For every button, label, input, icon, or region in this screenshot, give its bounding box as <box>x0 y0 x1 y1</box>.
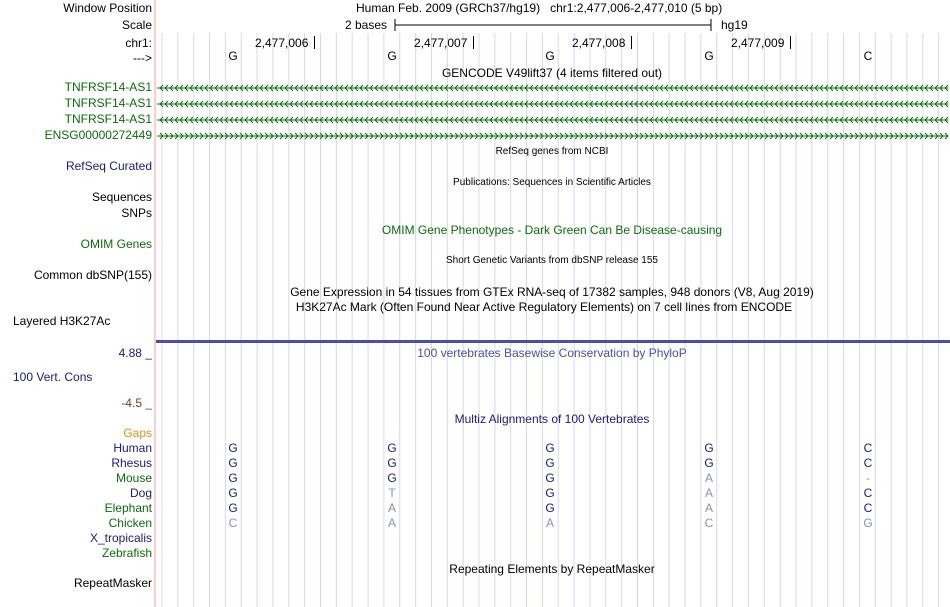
conservation-track-title[interactable]: 100 vertebrates Basewise Conservation by PhyloP <box>417 346 687 360</box>
aligned-base: G <box>863 516 873 530</box>
scale-left-text: 2 bases <box>345 18 388 32</box>
conservation-track-label[interactable]: 100 Vert. Cons <box>13 370 93 384</box>
aligned-base: A <box>704 471 714 485</box>
species-label[interactable]: Dog <box>129 486 152 500</box>
base-letter: G <box>545 49 555 63</box>
aligned-base: G <box>545 441 555 455</box>
dbsnp-track-title[interactable]: Short Genetic Variants from dbSNP release 155 <box>446 255 658 266</box>
multiz-track-title[interactable]: Multiz Alignments of 100 Vertebrates <box>454 412 650 426</box>
aligned-base: G <box>228 471 238 485</box>
aligned-base: C <box>863 456 873 470</box>
aligned-base: G <box>228 501 238 515</box>
species-label[interactable]: Zebrafish <box>101 546 152 560</box>
chrom-label: chr1: <box>125 36 152 50</box>
h3k27ac-track-title[interactable]: H3K27Ac Mark (Often Found Near Active Regulatory Elements) on 7 cell lines from ENCODE <box>295 300 793 314</box>
gencode-item-label[interactable]: ENSG00000272449 <box>44 128 152 142</box>
position-tick-label: 2,477,008 <box>572 36 626 50</box>
aligned-base: G <box>228 441 238 455</box>
position-tick-mark <box>314 36 315 49</box>
scale-label: Scale <box>121 18 152 32</box>
aligned-base: A <box>704 501 714 515</box>
repeatmasker-track-title[interactable]: Repeating Elements by RepeatMasker <box>449 562 655 576</box>
scale-right-text: hg19 <box>721 18 748 32</box>
aligned-base: G <box>545 456 555 470</box>
refseq-track-title[interactable]: RefSeq genes from NCBI <box>495 146 609 157</box>
conservation-min-label: -4.5 _ <box>121 396 152 410</box>
species-label[interactable]: Rhesus <box>111 456 152 470</box>
base-letter: C <box>863 49 873 63</box>
position-tick-label: 2,477,007 <box>414 36 468 50</box>
window-position-label: Window Position <box>63 1 152 15</box>
aligned-base: G <box>704 441 714 455</box>
position-tick-mark <box>790 36 791 49</box>
species-label[interactable]: Mouse <box>115 471 152 485</box>
aligned-base: C <box>228 516 238 530</box>
species-label[interactable]: Chicken <box>108 516 152 530</box>
omim-track-title[interactable]: OMIM Gene Phenotypes - Dark Green Can Be Disease-causing <box>381 223 723 237</box>
aligned-base: G <box>228 486 238 500</box>
aligned-base: A <box>704 486 714 500</box>
aligned-base: A <box>387 516 397 530</box>
aligned-base: A <box>387 501 397 515</box>
aligned-base: C <box>863 486 873 500</box>
repeatmasker-track-label[interactable]: RepeatMasker <box>73 576 152 590</box>
gaps-label: Gaps <box>123 426 152 440</box>
publications-track-title[interactable]: Publications: Sequences in Scientific Articles <box>453 177 651 188</box>
conservation-bar <box>156 340 950 343</box>
base-letter: G <box>704 49 714 63</box>
position-tick-mark <box>631 36 632 49</box>
omim-track-label[interactable]: OMIM Genes <box>80 237 152 251</box>
aligned-base: G <box>387 471 397 485</box>
position-tick-mark <box>473 36 474 49</box>
gencode-item-label[interactable]: TNFRSF14-AS1 <box>64 96 152 110</box>
gencode-item-label[interactable]: TNFRSF14-AS1 <box>64 112 152 126</box>
sequences-track-label[interactable]: Sequences <box>91 190 152 204</box>
base-letter: G <box>387 49 397 63</box>
species-label[interactable]: Elephant <box>104 501 152 515</box>
h3k27ac-track-label[interactable]: Layered H3K27Ac <box>13 314 111 328</box>
aligned-base: G <box>545 471 555 485</box>
aligned-base: T <box>388 486 396 500</box>
aligned-base: G <box>387 441 397 455</box>
position-tick-label: 2,477,009 <box>731 36 785 50</box>
aligned-base: G <box>545 486 555 500</box>
aligned-base: A <box>545 516 555 530</box>
aligned-base: G <box>228 456 238 470</box>
base-letter: G <box>228 49 238 63</box>
aligned-base: C <box>704 516 714 530</box>
gencode-track-title[interactable]: GENCODE V49lift37 (4 items filtered out) <box>441 66 663 80</box>
position-tick-label: 2,477,006 <box>255 36 309 50</box>
aligned-base: G <box>545 501 555 515</box>
conservation-max-label: 4.88 _ <box>118 346 152 360</box>
aligned-base: C <box>863 501 873 515</box>
window-position-value[interactable]: Human Feb. 2009 (GRCh37/hg19) chr1:2,477,006-2,477,010 (5 bp) <box>356 1 723 15</box>
aligned-base: - <box>866 471 870 485</box>
aligned-base: G <box>387 456 397 470</box>
strand-arrow-label: ---> <box>133 51 152 65</box>
gencode-item-label[interactable]: TNFRSF14-AS1 <box>64 80 152 94</box>
aligned-base: C <box>863 441 873 455</box>
aligned-base: G <box>704 456 714 470</box>
snps-track-label[interactable]: SNPs <box>121 206 152 220</box>
species-label[interactable]: Human <box>113 441 152 455</box>
refseq-track-label[interactable]: RefSeq Curated <box>65 159 152 173</box>
dbsnp-track-label[interactable]: Common dbSNP(155) <box>33 268 152 282</box>
gtex-track-title[interactable]: Gene Expression in 54 tissues from GTEx RNA-seq of 17382 samples, 948 donors (V8, Aug 2019) <box>290 285 814 299</box>
species-label[interactable]: X_tropicalis <box>89 531 152 545</box>
